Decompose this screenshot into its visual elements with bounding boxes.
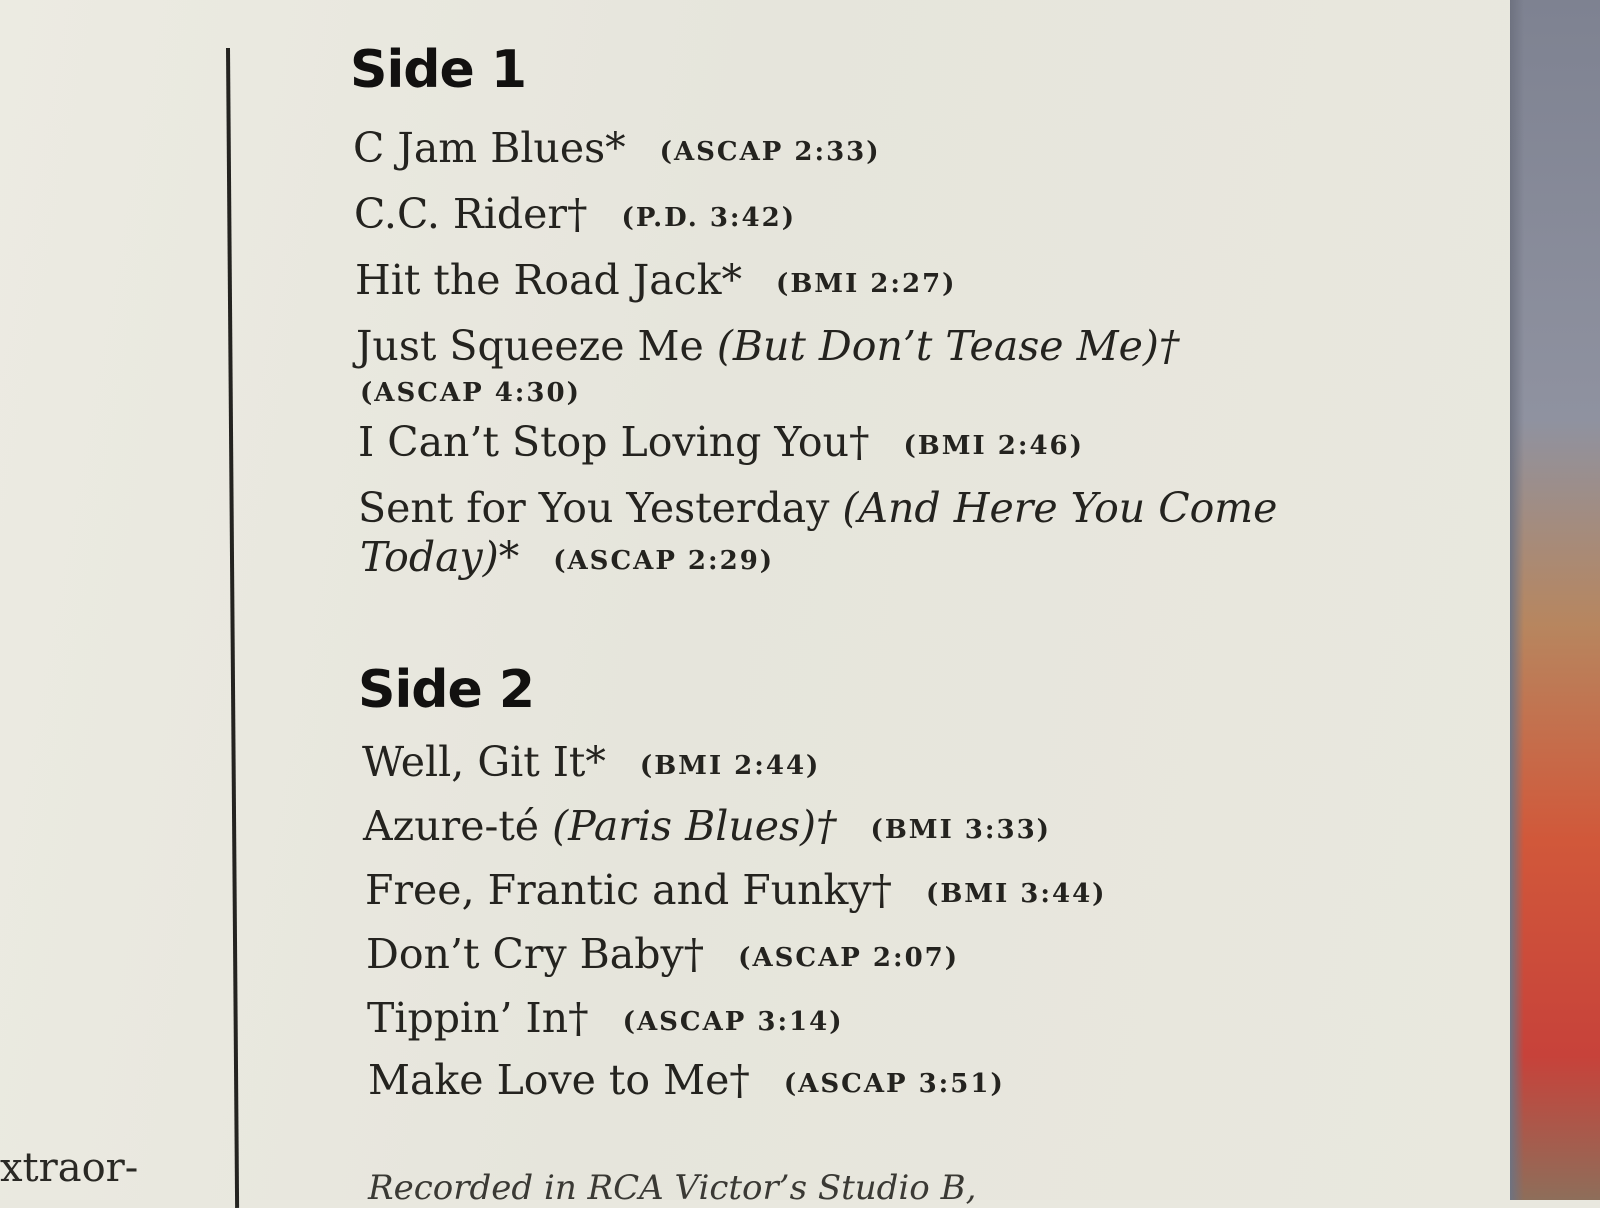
track-title: Hit the Road Jack* <box>355 256 743 304</box>
album-cover-edge <box>1510 0 1600 1200</box>
track-info: (P.D. 3:42) <box>621 203 797 233</box>
track-title: Make Love to Me† <box>368 1056 750 1104</box>
side-1-heading: Side 1 <box>350 40 527 100</box>
left-column-fragment: xtraor- <box>0 1145 139 1191</box>
track-hit-the-road-jack <box>355 256 956 304</box>
track-title: Don’t Cry Baby† <box>366 930 705 978</box>
track-tippin-in <box>367 994 844 1042</box>
track-make-love-to-me <box>368 1056 1005 1104</box>
track-info: (ASCAP 3:14) <box>622 1007 844 1037</box>
track-title: I Can’t Stop Loving You† <box>358 418 870 466</box>
track-info: (ASCAP 4:30) <box>360 378 581 408</box>
track-title: Well, Git It* <box>362 738 606 786</box>
track-info: (ASCAP 2:07) <box>738 943 960 973</box>
track-azure-te <box>363 802 1051 850</box>
track-title: C Jam Blues* <box>353 124 626 172</box>
track-info: (BMI 3:44) <box>926 879 1107 909</box>
track-title: Tippin’ In† <box>367 994 589 1042</box>
track-info: (ASCAP 2:29) <box>553 546 775 576</box>
track-dont-cry-baby <box>366 930 959 978</box>
track-info: (ASCAP 3:51) <box>783 1069 1005 1099</box>
track-title: Just Squeeze Me <box>356 322 717 370</box>
recording-credit: Recorded in RCA Victor’s Studio B, <box>368 1168 977 1208</box>
track-title: Azure-té <box>363 802 553 850</box>
track-title: Free, Frantic and Funky† <box>365 866 893 914</box>
track-title: C.C. Rider† <box>354 190 588 238</box>
track-info: (BMI 2:44) <box>639 751 821 781</box>
track-free-frantic-and-funky <box>365 866 1106 914</box>
track-i-cant-stop-loving-you <box>358 418 1084 466</box>
track-cc-rider <box>354 190 796 238</box>
track-info: (BMI 2:27) <box>776 269 957 299</box>
track-sent-for-you-yesterday-cont <box>360 533 774 581</box>
track-c-jam-blues <box>353 124 881 172</box>
track-title: Sent for You Yesterday <box>358 484 843 532</box>
track-sent-for-you-yesterday <box>358 484 1277 532</box>
track-info: (ASCAP 2:33) <box>659 137 881 167</box>
track-subtitle: (And Here You Come <box>842 484 1278 532</box>
track-subtitle: (But Don’t Tease Me)† <box>716 322 1180 370</box>
track-subtitle-cont: Today)* <box>360 533 520 581</box>
track-info: (BMI 3:33) <box>870 815 1051 845</box>
side-2-heading: Side 2 <box>358 660 535 720</box>
track-info: (BMI 2:46) <box>903 431 1084 461</box>
track-just-squeeze-me <box>356 322 1179 370</box>
track-subtitle: (Paris Blues)† <box>552 802 837 850</box>
track-well-git-it <box>362 738 820 786</box>
